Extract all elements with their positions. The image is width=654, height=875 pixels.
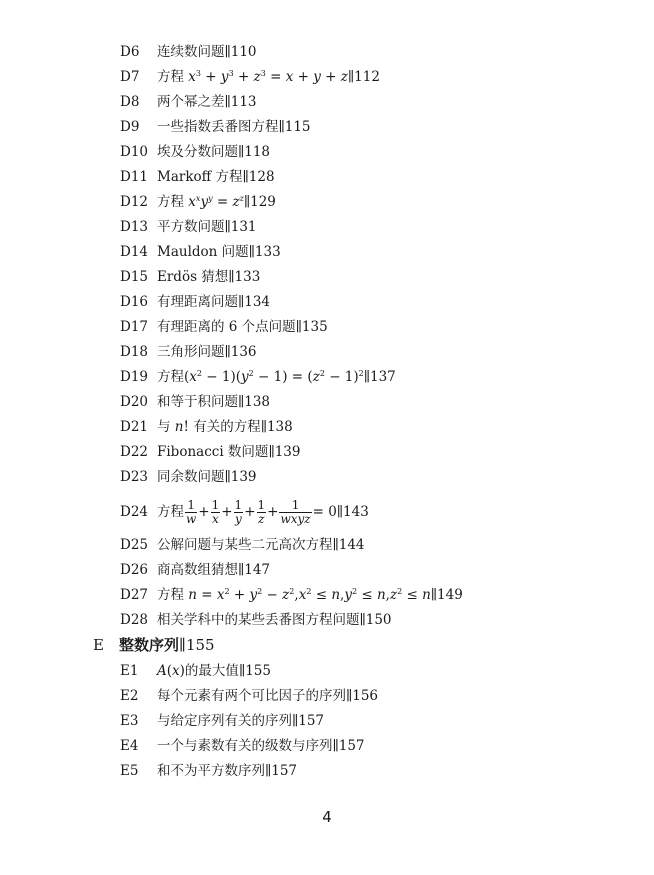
section-code: E [93,636,104,654]
toc-entry-e5[interactable] [120,760,297,782]
entry-title: 和等于积问题 [157,394,238,410]
entry-title: 方程 $x^3 + y^3 + z^3 = x + y + z$ [157,69,348,85]
toc-entry-d13[interactable] [120,216,257,238]
entry-code: D7 [120,69,140,85]
separator: ∥ [238,144,245,160]
entry-title: 商高数组猜想 [157,562,238,578]
separator: ∥ [278,119,285,135]
entry-code: D27 [120,587,149,603]
separator: ∥ [295,319,302,335]
separator: ∥ [359,612,366,628]
toc-entry-d27[interactable] [120,584,463,606]
entry-code: D10 [120,144,149,160]
toc-entry-d28[interactable] [120,609,392,631]
entry-title: Markoff 方程 [157,169,243,185]
separator: ∥ [346,688,353,704]
toc-entry-d23[interactable] [120,466,257,488]
toc-entry-d16[interactable] [120,291,270,313]
entry-title: 一些指数丢番图方程 [157,119,279,135]
entry-code: D21 [120,419,149,435]
entry-page: 113 [230,94,257,110]
entry-code: D20 [120,394,149,410]
entry-code: D18 [120,344,149,360]
entry-page: 137 [370,369,396,385]
entry-code: D23 [120,469,149,485]
entry-code: E3 [120,713,139,729]
toc-entry-d9[interactable] [120,116,311,138]
entry-title: 方程$(x^2 - 1)(y^2 - 1) = (z^2 - 1)^2$ [157,369,364,385]
separator: ∥ [238,294,245,310]
entry-code: E4 [120,738,139,754]
entry-title: 三角形问题 [157,344,225,360]
entry-page: 135 [301,319,328,335]
entry-page: 157 [338,738,365,754]
entry-code: D26 [120,562,149,578]
entry-page: 128 [248,169,275,185]
entry-title: Mauldon 问题 [157,244,249,260]
entry-code: D17 [120,319,149,335]
separator: ∥ [347,69,355,85]
entry-page: 157 [298,713,325,729]
toc-entry-d21[interactable] [120,416,293,438]
toc-entry-d18[interactable] [120,341,257,363]
entry-title: Erdös 猜想 [157,269,229,285]
fraction: $\frac{1}{y}$ [234,498,243,526]
separator: ∥ [243,194,251,210]
entry-page: 147 [244,562,271,578]
toc-entry-d11[interactable] [120,166,275,188]
separator: ∥ [248,244,255,260]
entry-page: 155 [245,663,271,679]
entry-code: D25 [120,537,149,553]
entry-title: 与 n! 有关的方程 [157,419,261,435]
entry-page: 136 [230,344,257,360]
toc-entry-d19[interactable] [120,366,396,388]
toc-section-e[interactable] [93,632,215,658]
separator: ∥ [228,269,235,285]
fraction: $\frac{1}{\text{wxyz}}$ [280,498,311,526]
toc-entry-d20[interactable] [120,391,270,413]
entry-page: 157 [271,763,298,779]
entry-code: D13 [120,219,149,235]
toc-entry-e4[interactable] [120,735,365,757]
entry-code: D11 [120,169,149,185]
separator: ∥ [224,94,231,110]
separator: ∥ [292,713,299,729]
separator: ∥ [224,44,231,60]
separator: ∥ [332,537,339,553]
separator: ∥ [224,469,231,485]
entry-page: 139 [230,469,257,485]
separator: ∥ [238,562,245,578]
entry-title: 方程 $\frac{1}{w}$ + $\frac{1}{x}$ + $\frac{1}{y}$ + $\frac{1}{z}$ + $\frac{1}{\text{wxyz}}$ = 0 [157,498,337,526]
separator: ∥ [430,587,438,603]
toc-entry-d15[interactable] [120,266,260,288]
separator: ∥ [224,219,231,235]
entry-code: D19 [120,369,149,385]
entry-title: 公解问题与某些二元高次方程 [157,537,333,553]
fraction: $\frac{1}{x}$ [211,498,220,526]
entry-title: 相关学科中的某些丢番图方程问题 [157,612,360,628]
separator: ∥ [268,444,275,460]
entry-page: 118 [244,144,271,160]
entry-code: D22 [120,444,149,460]
toc-entry-d14[interactable] [120,241,281,263]
entry-title: 与给定序列有关的序列 [157,713,292,729]
page-number: 4 [322,808,332,826]
entry-code: D14 [120,244,149,260]
entry-title: 两个幂之差 [157,94,225,110]
separator: ∥ [336,504,344,520]
entry-title: A(x)的最大值 [157,663,239,679]
separator: ∥ [260,419,267,435]
entry-code: D8 [120,94,140,110]
toc-entry-e1[interactable] [120,660,271,682]
entry-page: 156 [352,688,379,704]
entry-page: 149 [437,587,463,603]
toc-entry-d25[interactable] [120,534,365,556]
entry-page: 143 [343,504,369,520]
entry-page: 133 [234,269,261,285]
entry-title: 埃及分数问题 [157,144,238,160]
fraction: $\frac{1}{w}$ [186,498,197,526]
separator: ∥ [332,738,339,754]
entry-page: 138 [244,394,271,410]
toc-entry-e2[interactable] [120,685,378,707]
toc-entry-d10[interactable] [120,141,270,163]
entry-code: D28 [120,612,149,628]
entry-title: 平方数问题 [157,219,225,235]
toc-entry-e3[interactable] [120,710,324,732]
entry-title: 有理距离问题 [157,294,238,310]
section-page: 155 [185,636,215,654]
entry-title: 同余数问题 [157,469,225,485]
entry-page: 110 [230,44,257,60]
entry-title: 方程 $n = x^2 + y^2 - z^2,x^2 \le n,y^2 \le n,z^2 \le n$ [157,587,431,603]
toc-entry-d7[interactable] [120,66,380,88]
entry-page: 134 [244,294,271,310]
entry-page: 144 [338,537,365,553]
entry-page: 131 [230,219,257,235]
section-title: 整数序列 [119,636,180,654]
entry-page: 112 [354,69,380,85]
entry-code: D6 [120,44,140,60]
entry-code: D16 [120,294,149,310]
separator: ∥ [242,169,249,185]
toc-entry-d6[interactable] [120,41,257,63]
toc-entry-d24[interactable] [120,498,369,526]
entry-page: 115 [284,119,311,135]
entry-code: D9 [120,119,140,135]
entry-page: 150 [365,612,392,628]
entry-page: 129 [250,194,276,210]
entry-title: 每个元素有两个可比因子的序列 [157,688,346,704]
entry-page: 133 [254,244,281,260]
entry-code: E5 [120,763,139,779]
entry-title: 有理距离的 6 个点问题 [157,319,296,335]
toc-entry-d22[interactable] [120,441,300,463]
separator: ∥ [363,369,370,385]
entry-title: 和不为平方数序列 [157,763,265,779]
toc-entry-d17[interactable] [120,316,328,338]
separator: ∥ [224,344,231,360]
toc-entry-d26[interactable] [120,559,270,581]
toc-entry-d8[interactable] [120,91,257,113]
toc-entry-d12[interactable] [120,191,276,213]
separator: ∥ [179,636,186,654]
entry-code: D12 [120,194,149,210]
separator: ∥ [238,663,246,679]
entry-title: 连续数问题 [157,44,225,60]
entry-page: 138 [266,419,293,435]
entry-title: 一个与素数有关的级数与序列 [157,738,333,754]
entry-code: E2 [120,688,139,704]
separator: ∥ [265,763,272,779]
entry-page: 139 [274,444,301,460]
fraction: $\frac{1}{z}$ [257,498,266,526]
entry-title: 方程 $x^xy^y = z^z$ [157,194,244,210]
entry-code: D24 [120,504,149,520]
entry-code: D15 [120,269,149,285]
entry-title: Fibonacci 数问题 [157,444,269,460]
separator: ∥ [238,394,245,410]
entry-code: E1 [120,663,139,679]
